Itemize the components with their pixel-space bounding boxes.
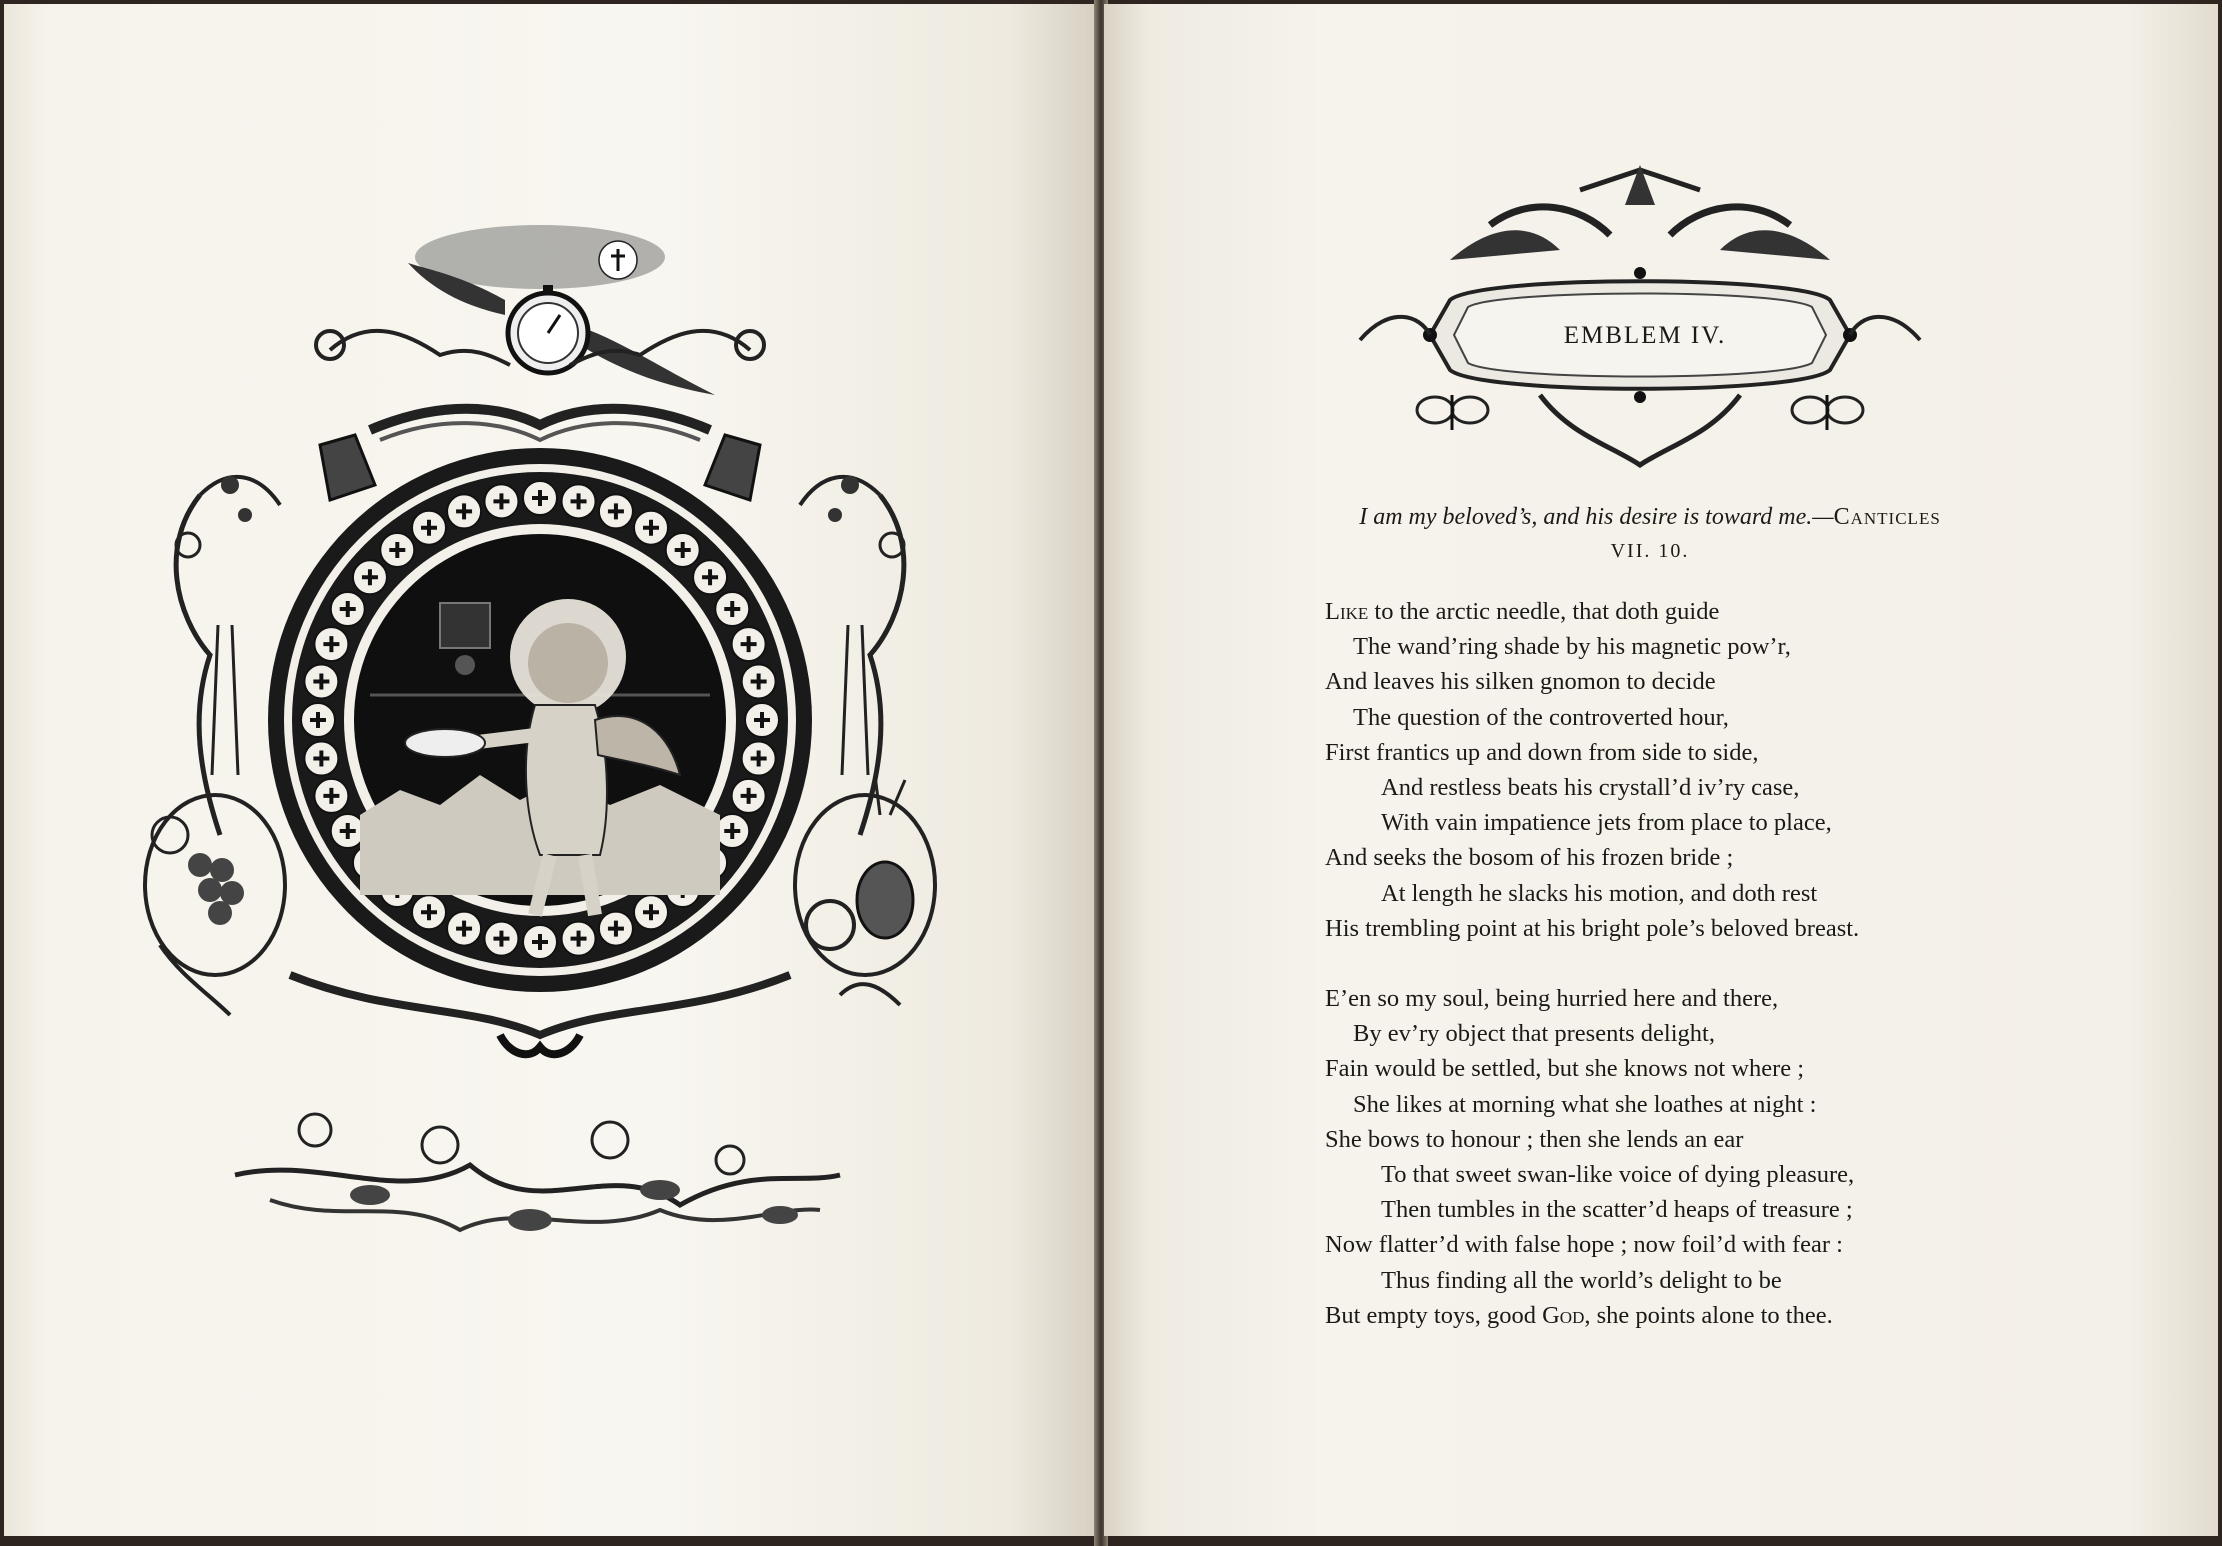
line-text: to the arctic needle, that doth guide [1368,598,1720,625]
poem-line: Fain would be settled, but she knows not where ; [1325,1055,1805,1083]
epigraph-reference: VII. 10. [1610,540,1690,562]
poem-line: She likes at morning what she loathes at night : [1353,1090,1817,1118]
poem-line [1325,1298,2085,1333]
poem-line: With vain impatience jets from place to place, [1381,809,1832,837]
poem-line: Now flatter’d with false hope ; now foil’d with fear : [1325,1231,1843,1259]
line-text: , she points alone to thee. [1584,1301,1833,1329]
poem-line: First frantics up and down from side to side, [1325,738,1759,766]
drop-word: Like [1325,598,1369,625]
poem-line: And restless beats his crystall’d iv’ry case, [1381,774,1800,802]
butterfly-icon [1792,395,1863,430]
floral-garland-icon [235,1114,840,1231]
poem-line: E’en so my soul, being hurried here and there, [1325,985,1779,1012]
poem-line: And leaves his silken gnomon to decide [1325,668,1716,696]
poem-line: And seeks the bosom of his frozen bride ; [1325,844,1734,872]
divine-name: God [1542,1301,1585,1329]
emblem-illustration [140,215,940,1255]
poem-line: By ev’ry object that presents delight, [1353,1020,1715,1048]
epigraph-source: Canticles [1833,504,1941,530]
poem-line: The question of the controverted hour, [1353,703,1729,731]
epigraph [1280,500,2020,568]
epigraph-quote: I am my beloved’s, and his desire is toward me.— [1359,504,1834,530]
stanza-1 [1325,594,2085,946]
emblem-heading: EMBLEM IV. [1563,322,1727,349]
butterfly-icon [1417,395,1488,430]
poem-line: At length he slacks his motion, and doth rest [1381,879,1818,907]
poem-line [1325,594,2085,629]
poem-line: The wand’ring shade by his magnetic pow’r, [1353,633,1791,661]
poem-line: Thus finding all the world’s delight to be [1381,1266,1782,1294]
poem-line: Then tumbles in the scatter’d heaps of treasure ; [1381,1196,1853,1224]
stanza-2 [1325,981,2085,1333]
grapes-icon [145,795,285,1015]
poem-line: His trembling point at his bright pole’s beloved breast. [1325,914,1860,942]
poem-line: She bows to honour ; then she lends an ear [1325,1125,1744,1153]
title-cartouche-icon [1340,165,1940,475]
poem-line: To that sweet swan-like voice of dying pleasure, [1381,1161,1855,1189]
pineapple-icon [795,775,935,1005]
line-text: But empty toys, good [1325,1301,1543,1329]
